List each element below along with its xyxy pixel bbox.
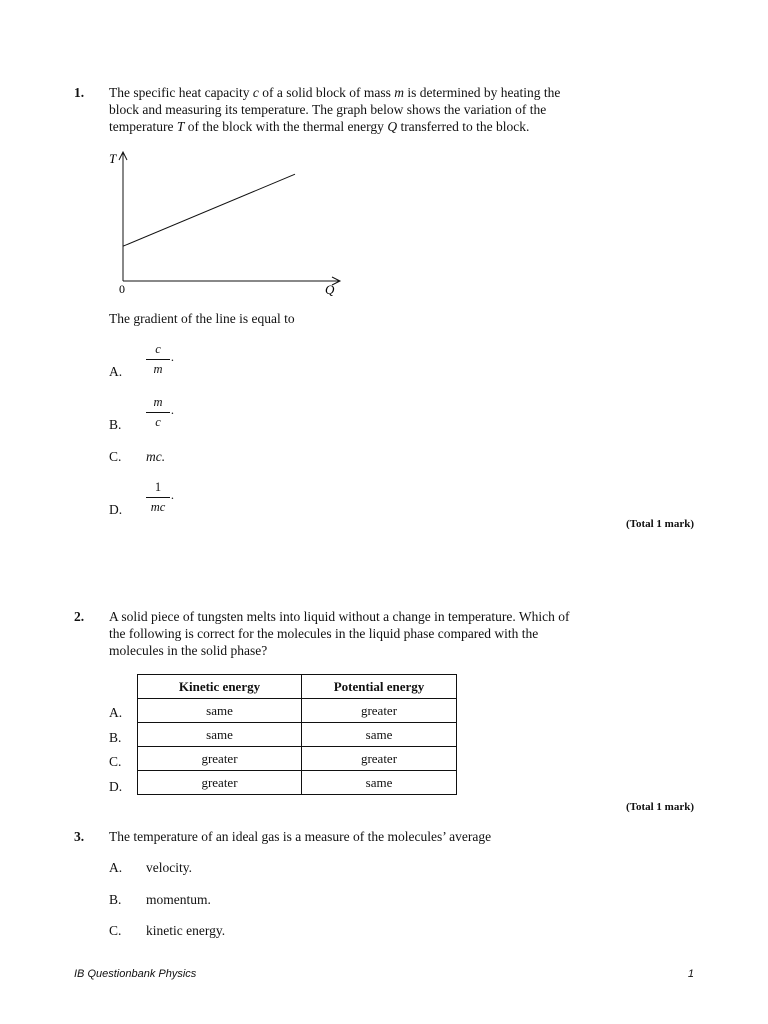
table-cell: greater [302, 747, 457, 771]
temperature-line [123, 174, 295, 246]
footer-source: IB Questionbank Physics [74, 968, 197, 980]
row-a-letter: A. [109, 705, 123, 720]
question-1-stem-line-1: The specific heat capacity c of a solid block of mass m is determined by heating the [109, 85, 561, 100]
option-a-denominator: m [153, 362, 163, 376]
energy-options-table [137, 674, 457, 795]
table-cell: same [302, 771, 457, 795]
table-row [138, 723, 457, 747]
page-number: 1 [687, 968, 694, 980]
option-d-numerator: 1 [146, 480, 170, 498]
q3-option-c-letter: C. [109, 923, 122, 938]
table-cell: same [138, 723, 302, 747]
question-2-total: (Total 1 mark) [625, 801, 694, 813]
header-kinetic-energy: Kinetic energy [138, 675, 302, 699]
q3-option-b-text: momentum. [146, 892, 211, 907]
option-b-denominator: c [155, 415, 161, 429]
table-cell: same [302, 723, 457, 747]
option-a-letter: A. [109, 364, 123, 379]
option-c-text: mc. [146, 449, 166, 464]
row-d-letter: D. [109, 779, 123, 794]
table-cell: same [138, 699, 302, 723]
table-row [138, 771, 457, 795]
header-potential-energy: Potential energy [302, 675, 457, 699]
question-2-number: 2. [74, 609, 85, 624]
question-2-stem-line-2: the following is correct for the molecules in the liquid phase compared with the [109, 626, 539, 641]
option-c-letter: C. [109, 449, 122, 464]
table-row [138, 699, 457, 723]
row-c-letter: C. [109, 754, 122, 769]
question-2-stem-line-1: A solid piece of tungsten melts into liquid without a change in temperature. Which of [109, 609, 570, 624]
option-d-letter: D. [109, 502, 123, 517]
q3-option-c-text: kinetic energy. [146, 923, 226, 938]
option-d-fraction: 1 mc . [146, 480, 170, 515]
q3-option-a-text: velocity. [146, 860, 192, 875]
option-b-fraction: m c . [146, 395, 170, 430]
table-cell: greater [138, 771, 302, 795]
question-3-stem: The temperature of an ideal gas is a measure of the molecules’ average [109, 829, 492, 844]
question-1-stem-line-2: block and measuring its temperature. The graph below shows the variation of the [109, 102, 547, 117]
table-cell: greater [302, 699, 457, 723]
q3-option-a-letter: A. [109, 860, 123, 875]
option-a-numerator: c [146, 342, 170, 360]
table-row [138, 747, 457, 771]
question-1-stem-line-3: temperature T of the block with the thermal energy Q transferred to the block. [109, 119, 530, 134]
x-axis-label: Q [325, 282, 335, 297]
question-2-stem-line-3: molecules in the solid phase? [109, 643, 268, 658]
temperature-energy-graph [100, 145, 360, 305]
option-b-letter: B. [109, 417, 122, 432]
origin-label: 0 [119, 282, 125, 296]
table-cell: greater [138, 747, 302, 771]
y-axis-label: T [109, 151, 117, 166]
option-d-denominator: mc [150, 500, 166, 514]
question-1-total: (Total 1 mark) [625, 518, 694, 530]
question-1-prompt: The gradient of the line is equal to [109, 311, 295, 326]
question-1-number: 1. [74, 85, 85, 100]
row-b-letter: B. [109, 730, 122, 745]
option-b-numerator: m [146, 395, 170, 413]
table-header-row [138, 675, 457, 699]
option-a-fraction: c m . [146, 342, 170, 377]
question-3-number: 3. [74, 829, 85, 844]
q3-option-b-letter: B. [109, 892, 122, 907]
